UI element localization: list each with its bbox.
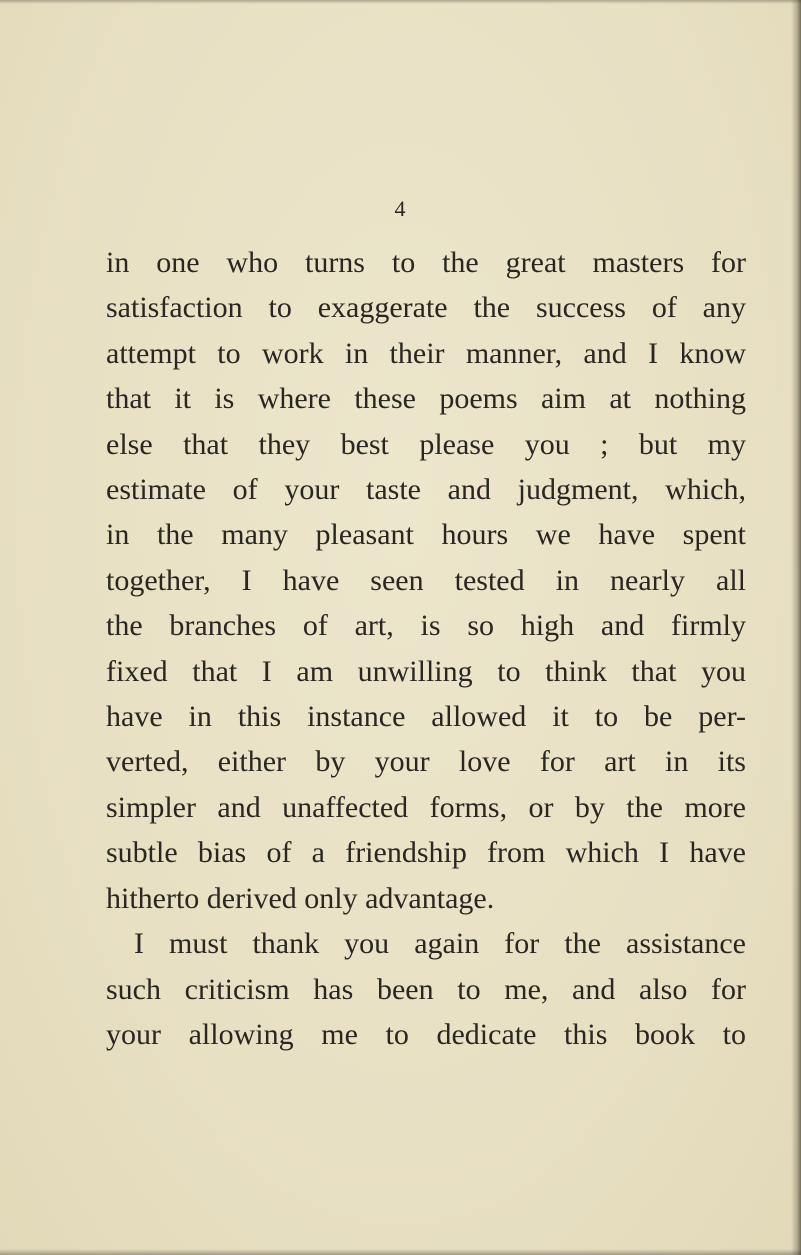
text-line: hitherto derived only advantage.	[106, 881, 495, 915]
text-line: verted, either by your love for art in its	[106, 745, 746, 779]
text-line: subtle bias of a friendship from which I have	[106, 836, 746, 870]
text-line: else that they best please you ; but my	[106, 427, 746, 461]
text-line: your allowing me to dedicate this book to	[106, 1017, 746, 1051]
page-top-edge	[0, 0, 801, 4]
text-line: in one who turns to the great masters for	[106, 246, 746, 279]
text-line: satisfaction to exaggerate the success of any	[106, 291, 746, 325]
page-number: 4	[394, 196, 407, 221]
text-line: the branches of art, is so high and firmly	[106, 609, 746, 643]
text-line: I must thank you again for the assistance	[134, 927, 746, 961]
text-line: such criticism has been to me, and also for	[106, 972, 746, 1006]
text-line: simpler and unaffected forms, or by the more	[106, 790, 746, 824]
text-line: in the many pleasant hours we have spent	[106, 518, 746, 552]
text-line: fixed that I am unwilling to think that you	[106, 654, 746, 688]
text-line: attempt to work in their manner, and I know	[106, 336, 746, 370]
body-text	[106, 240, 746, 1057]
page-bottom-edge	[0, 1249, 801, 1255]
text-line: estimate of your taste and judgment, which,	[106, 473, 746, 507]
page-right-edge	[791, 0, 801, 1255]
text-line: that it is where these poems aim at nothing	[106, 382, 746, 416]
text-line: have in this instance allowed it to be per-	[106, 700, 746, 734]
text-line: together, I have seen tested in nearly all	[106, 563, 746, 597]
